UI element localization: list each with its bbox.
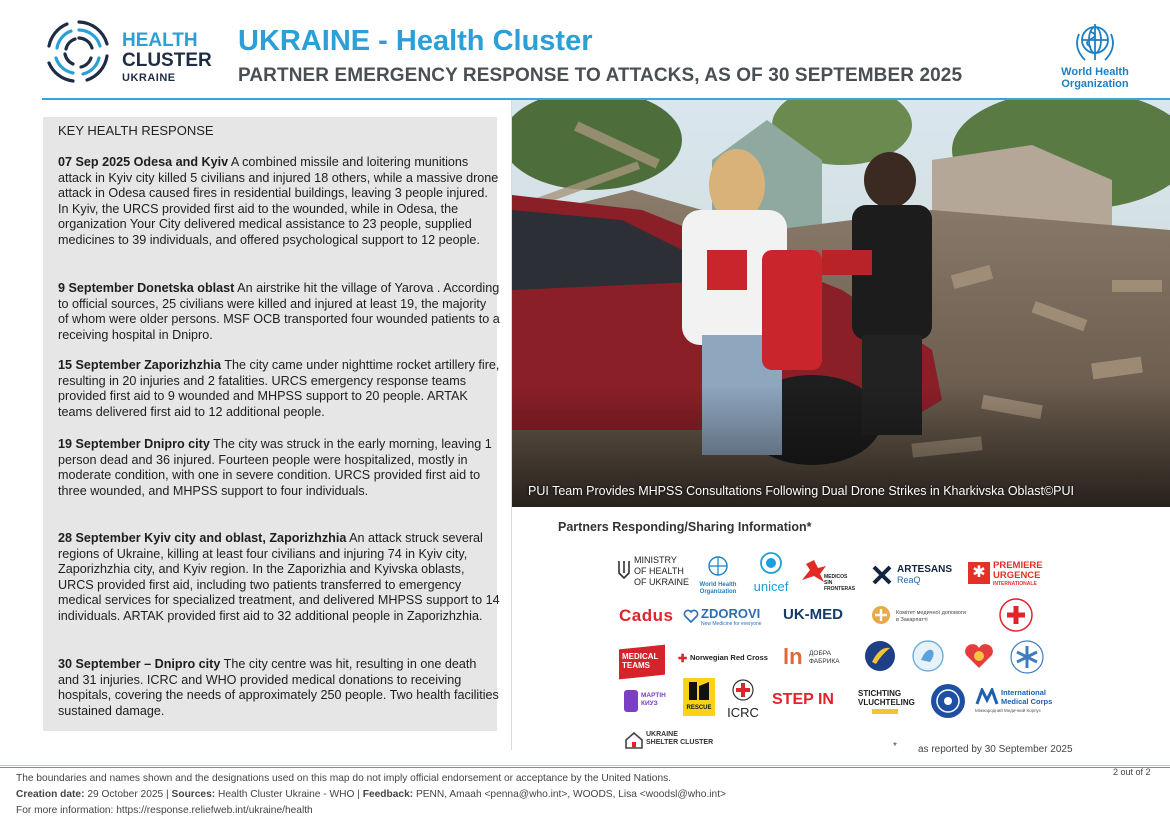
entry-date: 30 September – Dnipro city [58, 657, 221, 671]
entry-text: An airstrike hit the village of Yarova . According to official sources, 25 civilians were killed and injured at least 19, the majority of whom were older persons. MSF OCB transported four wounded patients to a receiving hospital in Dnipro. [58, 281, 500, 342]
msf-line1: MEDICOS [824, 574, 848, 580]
pui-line2: URGENCE [993, 570, 1041, 581]
dobra-line2: ФАБРИКА [809, 658, 840, 665]
logo-irc-rescue [683, 678, 715, 716]
pui-mark-icon: ✱ [968, 562, 990, 584]
stichting-line1: STICHTING [858, 689, 902, 698]
medical-star-icon [1010, 640, 1044, 674]
page-number: 2 out of 2 [1113, 767, 1151, 777]
footer-more-info: For more information: https://response.reliefweb.int/ukraine/health [16, 805, 313, 816]
artesans-sub: ReaQ [897, 575, 921, 585]
step-in-text: STEP IN [772, 691, 834, 708]
artesans-x-icon [872, 565, 892, 585]
imc-line1: International [1001, 688, 1047, 697]
zdorovi-tagline: New Medicine for everyone [701, 621, 762, 627]
icrc-cross-icon [732, 679, 754, 701]
artesans-name: ARTESANS [897, 564, 953, 575]
logo-zdorovi [683, 607, 773, 633]
logo-norwegian-red-cross [678, 652, 773, 668]
footer-credits [16, 788, 726, 801]
logo-who-small [697, 555, 739, 597]
pui-line3: INTERNATIONALE [993, 581, 1037, 587]
response-entry [58, 437, 500, 499]
red-cross-icon [998, 597, 1034, 633]
rescue-text: RESCUE [686, 705, 712, 711]
moh-line2: OF HEALTH [634, 566, 684, 576]
logo-line-cluster: CLUSTER [122, 50, 212, 71]
response-entry [58, 531, 500, 624]
hands-icon [912, 640, 944, 672]
martin-line2: КИУЗ [641, 700, 658, 707]
feedback-label: Feedback: [362, 789, 414, 800]
unicef-text: unicef [753, 579, 789, 594]
health-cluster-logo [42, 15, 242, 90]
who-emblem-icon [706, 555, 730, 577]
komitet-line1: Комітет медичної допомоги [896, 610, 966, 616]
moh-line3: OF UKRAINE [634, 577, 690, 587]
logo-premiere-urgence [968, 561, 1048, 589]
logo-partner-circle-1 [864, 640, 896, 672]
unicef-emblem-icon [758, 551, 784, 575]
rescue-mark-icon [683, 678, 715, 704]
heart-icon [683, 609, 699, 623]
footnote-text: as reported by 30 September 2025 [918, 744, 1073, 755]
heart-icon [962, 642, 996, 670]
logo-partner-round-blue [930, 683, 966, 719]
martin-line1: МАРТІН [641, 692, 666, 699]
shelter-line1: UKRAINE [646, 731, 678, 738]
imc-ua: Міжнародний Медичний Корпус [975, 708, 1042, 713]
photo-illustration [512, 100, 1170, 507]
logo-ukraine-red-cross [998, 597, 1036, 633]
response-photo [512, 100, 1170, 507]
imc-figure-icon [975, 688, 999, 706]
imc-line2: Medical Corps [1001, 696, 1053, 706]
footer-divider [0, 767, 1170, 768]
logo-partner-heart [962, 642, 998, 672]
logo-partner-circle-3 [1010, 640, 1044, 674]
logo-msf [798, 558, 860, 592]
swirl-icon [42, 15, 116, 89]
dobra-line1: ДОБРА [809, 650, 831, 657]
response-entry [58, 358, 500, 420]
who-small-line1: World Health [699, 582, 737, 588]
entry-date: 9 September Donetska oblast [58, 281, 235, 295]
komitet-line2: в Закарпатті [896, 616, 928, 623]
shelter-line2: SHELTER CLUSTER [646, 739, 714, 746]
response-entry [58, 281, 500, 343]
logo-moh-ukraine [618, 555, 693, 597]
logo-cadus [619, 606, 679, 632]
logo-line-ukraine: UKRAINE [122, 72, 176, 84]
entry-date: 07 Sep 2025 Odesa and Kyiv [58, 155, 229, 169]
martin-badge [624, 690, 638, 712]
entry-text: The city came under nighttime rocket artillery fire, resulting in 20 injuries and 2 fatalities. URCS emergency response teams provided first aid to 9 wounded and MHPSS support to 20 people. ARTAK teams delivered first aid to 12 additional people. [58, 358, 500, 419]
logo-ukmed [783, 606, 853, 630]
logo-martin-kyiv [624, 690, 666, 716]
response-entry [58, 657, 500, 719]
logo-icrc [723, 679, 763, 719]
creation-label: Creation date: [16, 789, 85, 800]
sources-label: Sources: [171, 789, 216, 800]
logo-unicef [751, 551, 791, 593]
logo-shelter-cluster [624, 729, 724, 753]
entry-date: 19 September Dnipro city [58, 437, 210, 451]
msf-line2: SIN FRONTERAS [824, 580, 856, 592]
feedback-value: PENN, Amaah <penna@who.int>, WOODS, Lisa <woodsl@who.int> [413, 789, 727, 800]
logo-step-in [772, 691, 852, 713]
logo-artesans [872, 563, 962, 591]
shelter-house-icon [624, 730, 644, 750]
trident-icon [618, 559, 630, 579]
logo-komitet [870, 604, 990, 630]
logo-international-medical-corps [975, 688, 1065, 718]
page-subtitle: PARTNER EMERGENCY RESPONSE TO ATTACKS, AS OF 30 SEPTEMBER 2025 [238, 65, 963, 86]
norwegian-text: Norwegian Red Cross [690, 653, 768, 662]
round-blue-badge-icon [930, 683, 966, 719]
entry-text: The city centre was hit, resulting in one death and 31 injuries. ICRC and WHO provided medical donations to receiving hospitals, covering the needs of approximately 250 people. Two health facilities sustained damage. [58, 657, 499, 718]
who-small-line2: Organization [699, 589, 737, 595]
stichting-line2: VLUCHTELING [858, 698, 915, 707]
page-title: UKRAINE - Health Cluster [238, 25, 593, 57]
entry-text: An attack struck several regions of Ukraine, killing at least four civilians and injuring 74 in Kyiv city, Zaporizhzhia city, and Kyiv region. In the Zaporizhia and Kyivska oblasts, URCS provided first aid, including two patients transferred to emergency medical services for specialized treatment, and delivered MHPSS support to 14 individuals. ARTAK provided first aid to 32 additional people in Zaporizhzhia. [58, 531, 500, 623]
creation-value: 29 October 2025 | [84, 789, 172, 800]
key-response-heading: KEY HEALTH RESPONSE [58, 123, 214, 138]
footnote-star: * [893, 741, 897, 752]
logo-partner-circle-2 [912, 640, 944, 672]
footer-disclaimer: The boundaries and names shown and the designations used on this map do not imply official endorsement or acceptance by the United Nations. [16, 773, 672, 784]
entry-date: 28 September Kyiv city and oblast, Zaporizhzhia [58, 531, 347, 545]
cross-icon: ✚ [678, 653, 688, 665]
entry-text: A combined missile and loitering munitions attack in Kyiv city killed 5 civilians and injured 18 others, while a massive drone attack in Odesa caused fires in residential buildings, leaving 3 people injured. In Kyiv, the URCS provided first aid to the wounded, while in Odesa, the organization Your City delivered medical assistance to 23 people, supplied medicines to 39 individuals, and offered psychological support to 12 people. [58, 155, 499, 247]
who-name-line1: World Health [1061, 66, 1129, 78]
ukmed-text: UK-MED [783, 606, 843, 623]
entry-date: 15 September Zaporizhzhia [58, 358, 222, 372]
medical-teams-line1: MEDICAL [622, 652, 659, 661]
response-entry [58, 155, 500, 248]
wing-icon [864, 640, 896, 672]
cadus-text: Cadus [619, 606, 674, 625]
who-name-line2: Organization [1061, 78, 1129, 90]
entry-text: The city was struck in the early morning, leaving 1 person dead and 36 injured. Fourteen people were hospitalized, mostly in moderate condition, with one in severe condition. URCS provided first aid to three wounded, and MHPSS support to four individuals. [58, 437, 492, 498]
medical-teams-line2: TEAMS [622, 661, 650, 670]
logo-line-health: HEALTH [122, 30, 198, 51]
photo-caption: PUI Team Provides MHPSS Consultations Following Dual Drone Strikes in Kharkivska Oblast©PUI [528, 484, 1074, 498]
pui-line1: PREMIERE [993, 560, 1043, 571]
logo-medical-teams [619, 647, 667, 679]
icrc-text: ICRC [727, 705, 759, 720]
sources-value: Health Cluster Ukraine - WHO | [215, 789, 363, 800]
who-emblem-icon [1071, 20, 1119, 66]
zdorovi-name: ZDOROVI [701, 606, 761, 621]
dobra-mark-icon: ln [783, 644, 803, 669]
komitet-emblem-icon [870, 604, 892, 626]
footer-divider-light [0, 765, 1170, 766]
logo-stichting-vluchteling [858, 689, 918, 717]
moh-line1: MINISTRY [634, 555, 677, 565]
logo-dobra-fabryka [783, 644, 853, 674]
partners-heading: Partners Responding/Sharing Information* [558, 520, 812, 534]
stichting-accent [872, 709, 898, 714]
